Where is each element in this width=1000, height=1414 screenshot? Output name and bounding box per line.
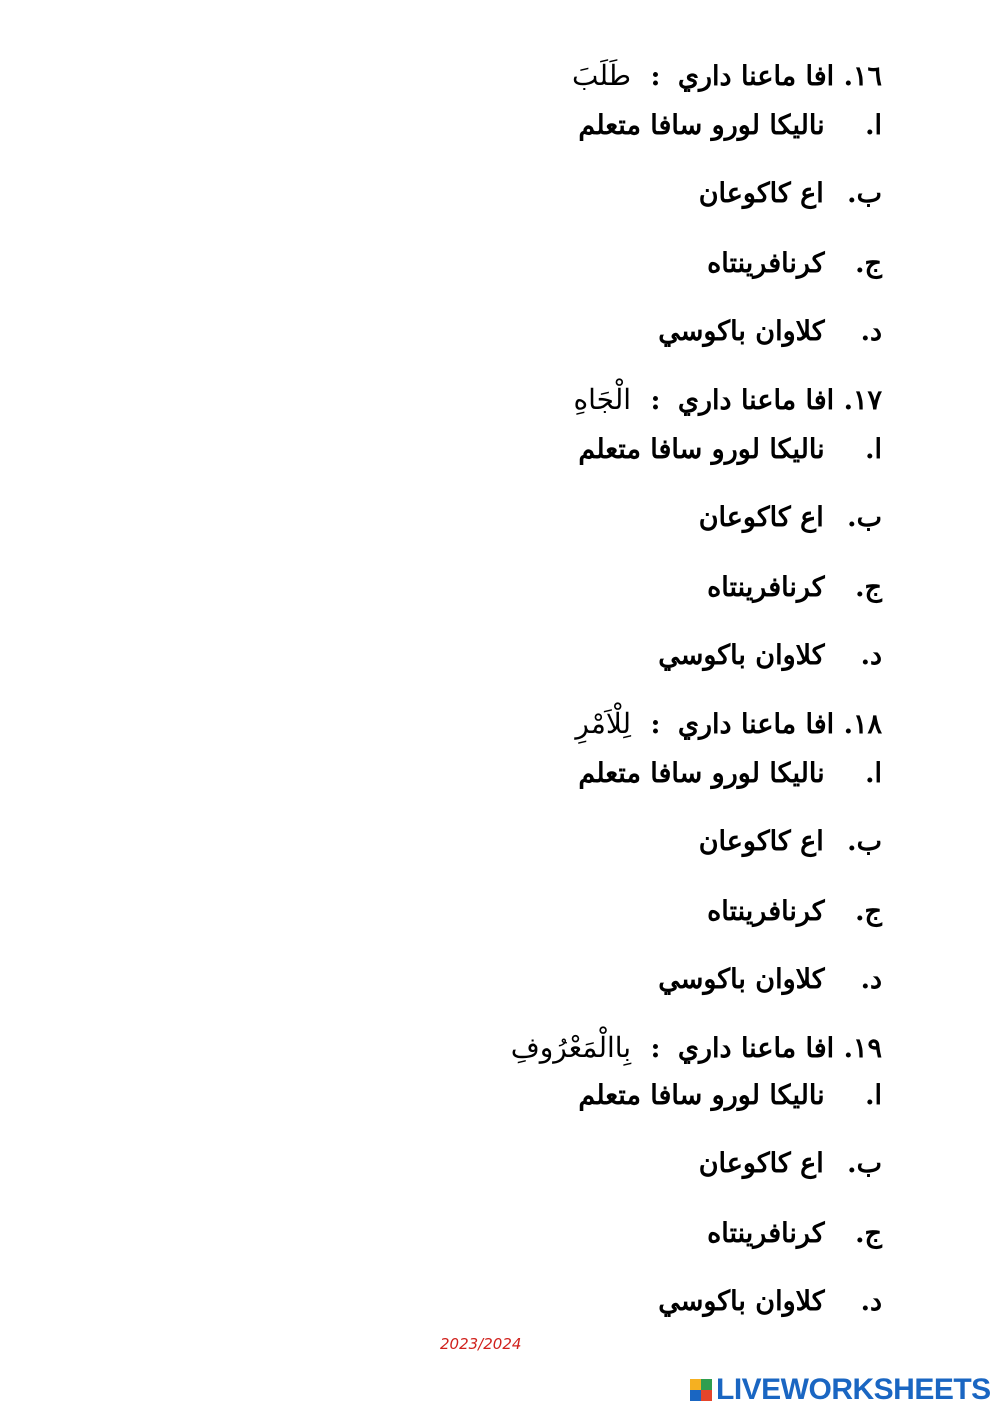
option-label: د.	[860, 964, 882, 995]
question-number: ١٨.	[843, 709, 882, 740]
option-label: ج.	[855, 1218, 882, 1249]
option-label: د.	[860, 316, 882, 347]
option-label: ب.	[847, 1148, 882, 1179]
option-text: اع كاكوعان	[698, 178, 824, 209]
option-text: اع كاكوعان	[698, 502, 824, 533]
option-a[interactable]	[578, 436, 882, 463]
option-label: ا.	[865, 758, 882, 789]
option-text: اع كاكوعان	[698, 1148, 824, 1179]
option-c[interactable]	[707, 574, 882, 601]
option-text: كرنافرينتاه	[707, 572, 825, 603]
option-text: كرنافرينتاه	[707, 896, 825, 927]
option-text: كرنافرينتاه	[707, 248, 825, 279]
question-17	[573, 383, 882, 416]
liveworksheets-brand[interactable]	[690, 1373, 991, 1407]
liveworksheets-logo-icon	[690, 1379, 712, 1401]
option-b[interactable]	[699, 504, 882, 531]
option-b[interactable]	[699, 180, 882, 207]
question-16	[572, 59, 882, 92]
question-prompt: افا ماعنا داري	[677, 1033, 835, 1064]
option-text: اع كاكوعان	[698, 826, 824, 857]
question-separator: :	[650, 61, 661, 92]
option-label: ا.	[865, 434, 882, 465]
option-label: ب.	[847, 502, 882, 533]
option-text: كلاوان باكوسي	[658, 640, 825, 671]
option-label: ج.	[855, 572, 882, 603]
question-word: الْجَاهِ	[573, 383, 632, 416]
option-label: د.	[860, 640, 882, 671]
option-a[interactable]	[578, 760, 882, 787]
option-d[interactable]	[658, 966, 882, 993]
option-c[interactable]	[707, 1220, 882, 1247]
option-text: ناليكا لورو سافا متعلم	[578, 1080, 825, 1111]
option-c[interactable]	[707, 898, 882, 925]
question-number: ١٦.	[843, 61, 882, 92]
question-word: لِلْاَمْرِ	[575, 707, 632, 740]
option-label: ج.	[855, 248, 882, 279]
option-label: ج.	[855, 896, 882, 927]
question-prompt: افا ماعنا داري	[677, 61, 835, 92]
option-text: كلاوان باكوسي	[658, 1286, 825, 1317]
option-label: ا.	[865, 1080, 882, 1111]
option-text: كلاوان باكوسي	[658, 316, 825, 347]
question-word: بِاالْمَعْرُوفِ	[510, 1031, 632, 1064]
option-a[interactable]	[578, 112, 882, 139]
question-19	[510, 1031, 882, 1064]
option-text: ناليكا لورو سافا متعلم	[578, 758, 825, 789]
question-word: طَلَبَ	[572, 59, 632, 92]
option-text: كرنافرينتاه	[707, 1218, 825, 1249]
question-prompt: افا ماعنا داري	[677, 385, 835, 416]
option-label: ا.	[865, 110, 882, 141]
option-d[interactable]	[658, 642, 882, 669]
option-text: كلاوان باكوسي	[658, 964, 825, 995]
option-label: ب.	[847, 178, 882, 209]
option-label: د.	[860, 1286, 882, 1317]
option-d[interactable]	[658, 318, 882, 345]
school-year: 2023/2024	[440, 1335, 522, 1353]
option-label: ب.	[847, 826, 882, 857]
option-d[interactable]	[658, 1288, 882, 1315]
question-18	[575, 707, 882, 740]
question-separator: :	[650, 709, 661, 740]
option-a[interactable]	[578, 1082, 882, 1109]
option-c[interactable]	[707, 250, 882, 277]
option-text: ناليكا لورو سافا متعلم	[578, 110, 825, 141]
option-text: ناليكا لورو سافا متعلم	[578, 434, 825, 465]
option-b[interactable]	[699, 828, 882, 855]
question-separator: :	[650, 385, 661, 416]
brand-name: LIVEWORKSHEETS	[716, 1373, 991, 1406]
question-separator: :	[650, 1033, 661, 1064]
question-prompt: افا ماعنا داري	[677, 709, 835, 740]
option-b[interactable]	[699, 1150, 882, 1177]
question-number: ١٩.	[843, 1033, 882, 1064]
question-number: ١٧.	[843, 385, 882, 416]
